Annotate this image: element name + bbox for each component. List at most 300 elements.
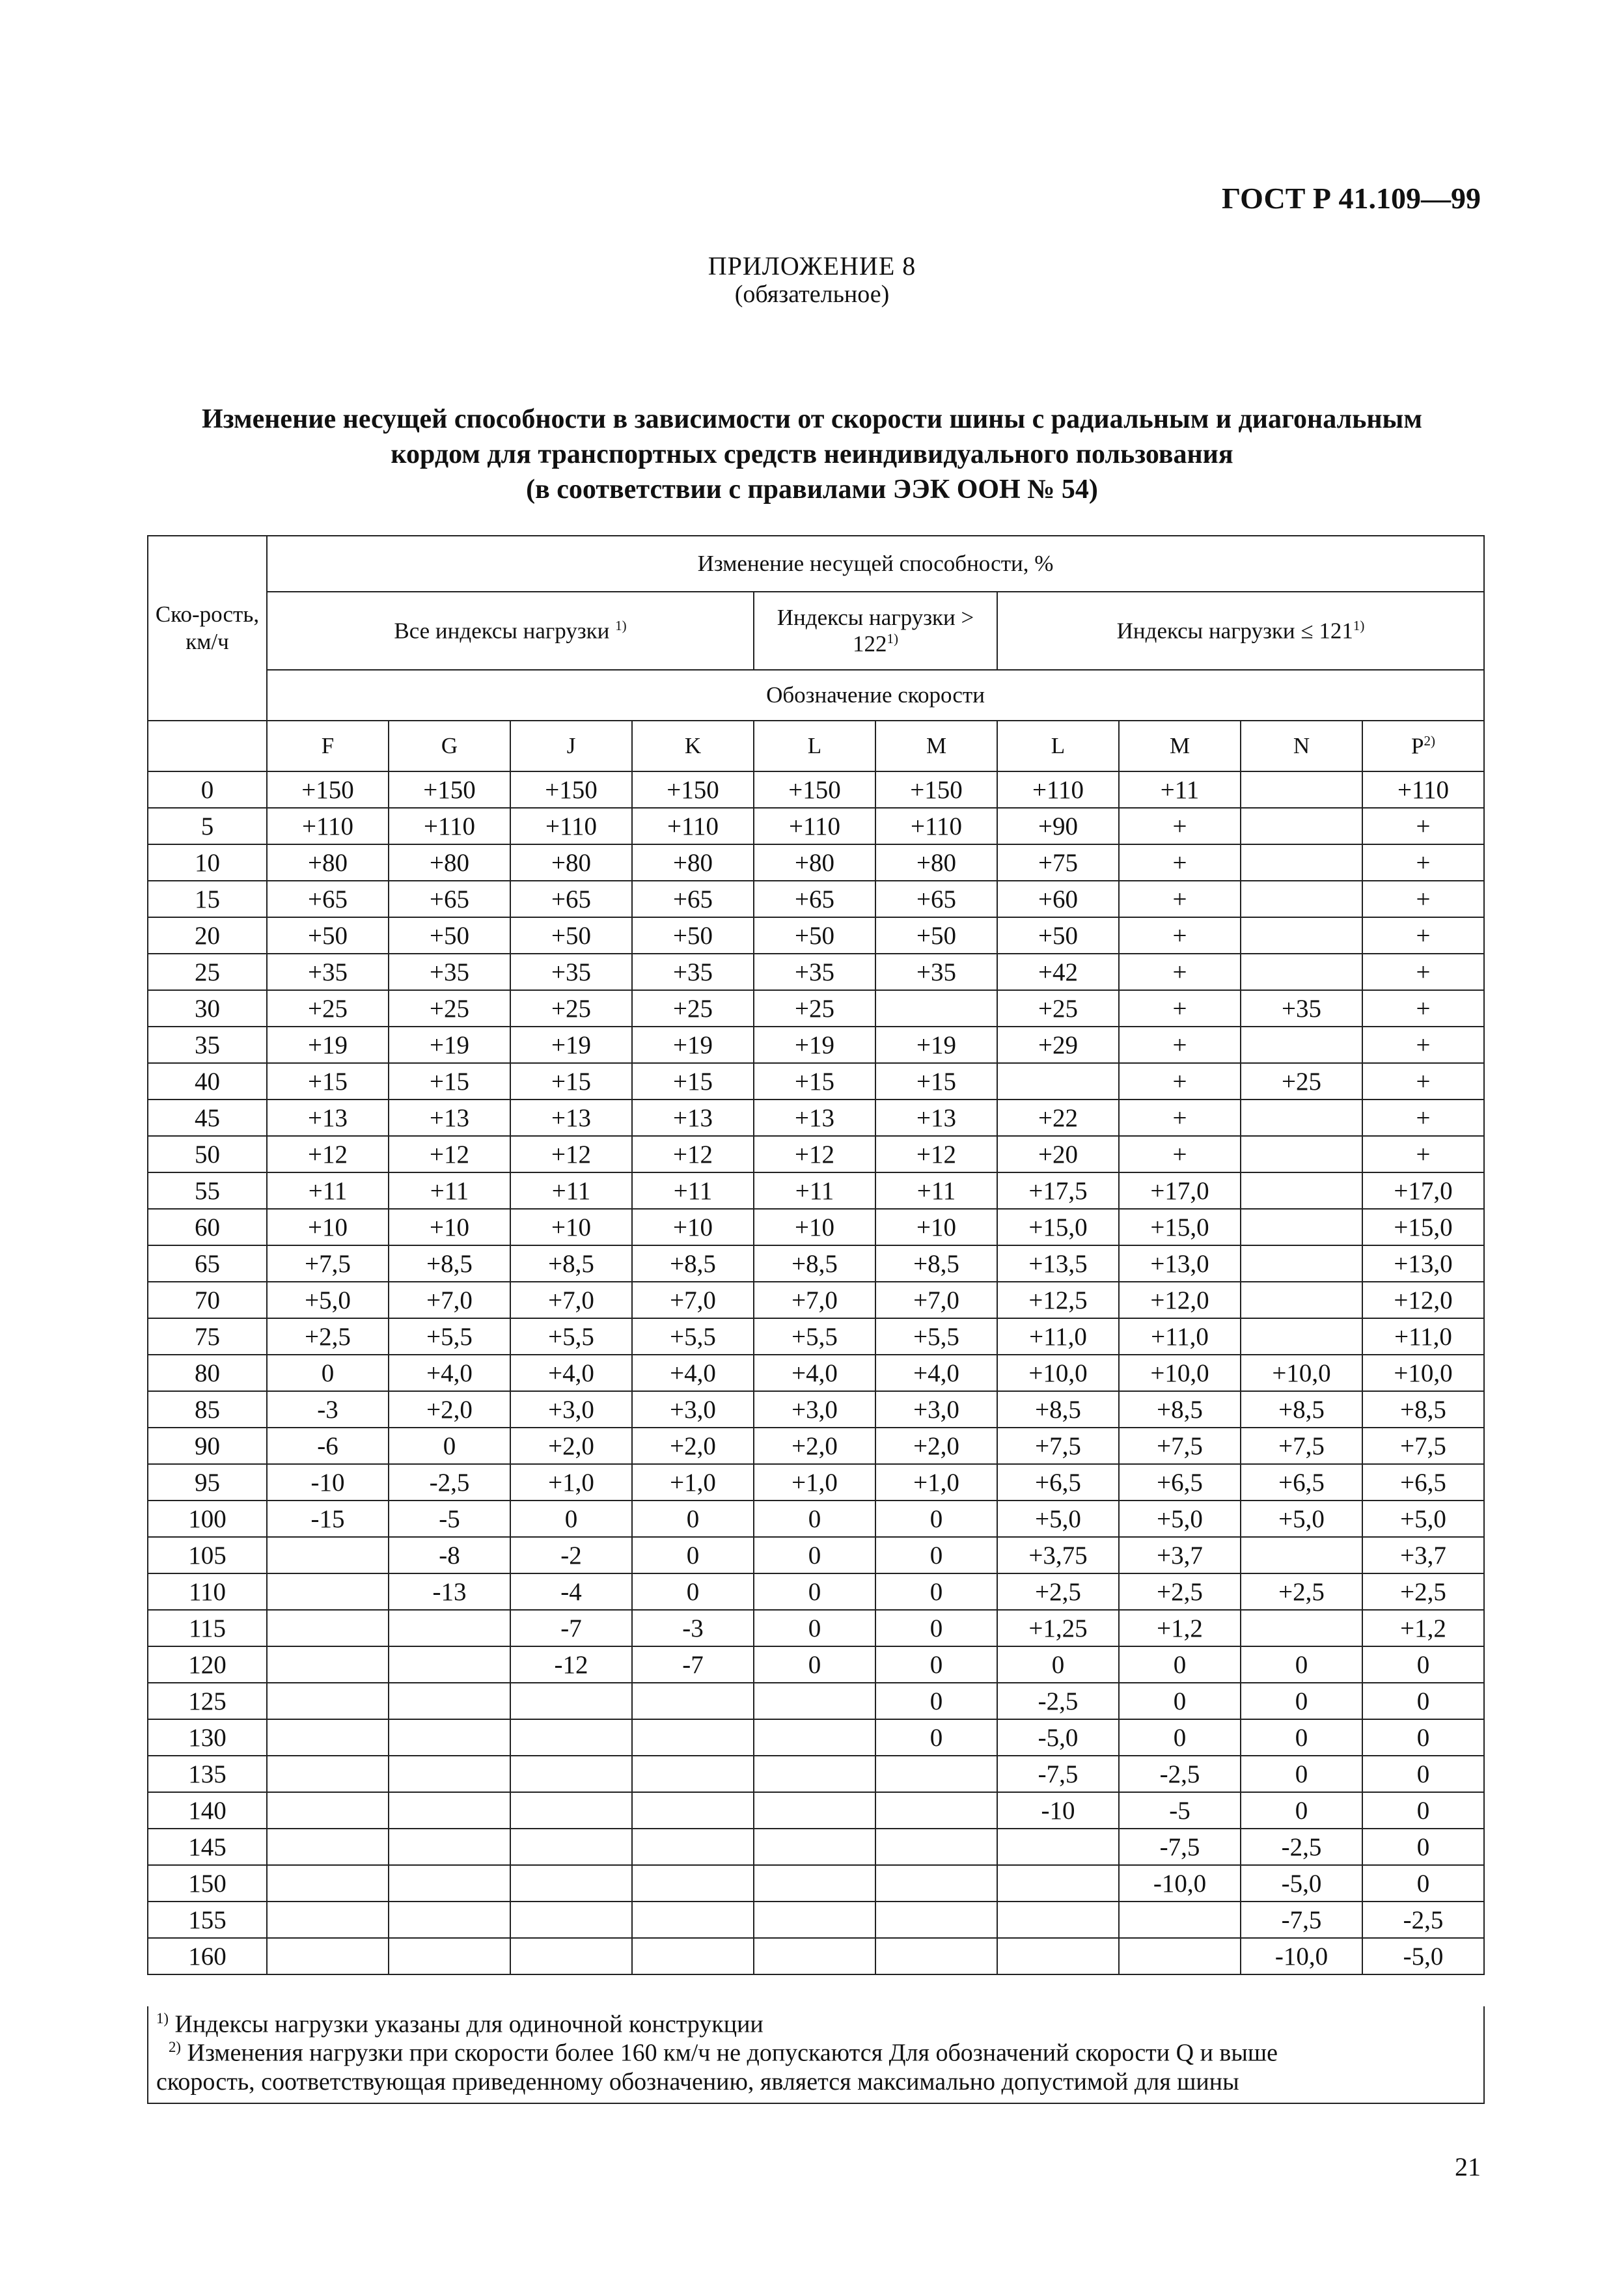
value-cell: +5,5	[389, 1318, 510, 1355]
value-cell: +13	[510, 1100, 632, 1136]
value-cell: +12,0	[1362, 1282, 1484, 1318]
page-number: 21	[1455, 2152, 1481, 2181]
value-cell: +80	[389, 844, 510, 881]
value-cell	[875, 1865, 997, 1902]
value-cell: +1,0	[510, 1464, 632, 1501]
value-cell	[875, 990, 997, 1027]
value-cell	[632, 1902, 754, 1938]
value-cell	[997, 1938, 1119, 1974]
table-row	[148, 1902, 1484, 1938]
column-header-0: F	[267, 721, 389, 771]
value-cell: +	[1362, 917, 1484, 954]
all-indices-header: Все индексы нагрузки $^{1)}$	[267, 592, 754, 670]
value-cell: +	[1119, 1100, 1241, 1136]
value-cell: +8,5	[875, 1245, 997, 1282]
value-cell: 0	[875, 1573, 997, 1610]
value-cell: +2,5	[1241, 1573, 1362, 1610]
value-cell: +10,0	[1362, 1355, 1484, 1391]
value-cell: +	[1119, 990, 1241, 1027]
value-cell	[1241, 1245, 1362, 1282]
value-cell: +12	[267, 1136, 389, 1172]
speed-cell: 145	[148, 1829, 267, 1865]
value-cell: +20	[997, 1136, 1119, 1172]
value-cell: +10,0	[1241, 1355, 1362, 1391]
table-row	[148, 1501, 1484, 1537]
value-cell: +15	[754, 1063, 875, 1100]
value-cell	[1241, 844, 1362, 881]
value-cell	[510, 1938, 632, 1974]
value-cell	[1241, 1100, 1362, 1136]
value-cell: 0	[1362, 1683, 1484, 1719]
value-cell: 0	[389, 1428, 510, 1464]
value-cell: +	[1362, 990, 1484, 1027]
value-cell: +17,0	[1119, 1172, 1241, 1209]
value-cell	[1241, 1027, 1362, 1063]
value-cell: +2,0	[510, 1428, 632, 1464]
value-cell	[510, 1829, 632, 1865]
speed-cell: 135	[148, 1756, 267, 1792]
value-cell: 0	[875, 1610, 997, 1646]
column-header-9: $P^{2)}$	[1362, 721, 1484, 771]
table-row	[148, 1646, 1484, 1683]
value-cell: 0	[510, 1501, 632, 1537]
table-row	[148, 1063, 1484, 1100]
value-cell: -13	[389, 1573, 510, 1610]
value-cell: +8,5	[510, 1245, 632, 1282]
value-cell: -5	[389, 1501, 510, 1537]
value-cell: +35	[632, 954, 754, 990]
value-cell: +8,5	[754, 1245, 875, 1282]
value-cell: +5,0	[1119, 1501, 1241, 1537]
value-cell: +7,0	[632, 1282, 754, 1318]
table-row	[148, 1756, 1484, 1792]
value-cell: +8,5	[997, 1391, 1119, 1428]
value-cell	[267, 1756, 389, 1792]
speed-cell: 155	[148, 1902, 267, 1938]
speed-cell: 110	[148, 1573, 267, 1610]
value-cell	[510, 1756, 632, 1792]
value-cell: +1,0	[754, 1464, 875, 1501]
appendix-note: (обязательное)	[734, 281, 890, 308]
value-cell: -7	[510, 1610, 632, 1646]
value-cell: +3,0	[632, 1391, 754, 1428]
value-cell: +25	[754, 990, 875, 1027]
value-cell: +80	[875, 844, 997, 881]
value-cell: +6,5	[997, 1464, 1119, 1501]
value-cell: -2,5	[1119, 1756, 1241, 1792]
value-cell: +	[1119, 1063, 1241, 1100]
value-cell: +15	[510, 1063, 632, 1100]
value-cell: +17,0	[1362, 1172, 1484, 1209]
value-cell: +13	[389, 1100, 510, 1136]
value-cell: 0	[1362, 1865, 1484, 1902]
value-cell	[1241, 1172, 1362, 1209]
value-cell: +50	[875, 917, 997, 954]
speed-cell: 30	[148, 990, 267, 1027]
speed-cell: 15	[148, 881, 267, 917]
value-cell: 0	[1241, 1646, 1362, 1683]
value-cell	[1241, 954, 1362, 990]
value-cell: +11	[510, 1172, 632, 1209]
speed-cell: 115	[148, 1610, 267, 1646]
value-cell: +2,0	[632, 1428, 754, 1464]
value-cell: +5,5	[754, 1318, 875, 1355]
value-cell: 0	[1241, 1756, 1362, 1792]
value-cell: +4,0	[875, 1355, 997, 1391]
value-cell: +11	[1119, 771, 1241, 808]
value-cell: +65	[875, 881, 997, 917]
value-cell	[754, 1756, 875, 1792]
value-cell: +19	[875, 1027, 997, 1063]
value-cell: +35	[754, 954, 875, 990]
value-cell: +15,0	[1119, 1209, 1241, 1245]
value-cell	[510, 1902, 632, 1938]
value-cell: +11	[389, 1172, 510, 1209]
speed-cell: 95	[148, 1464, 267, 1501]
value-cell: -2	[510, 1537, 632, 1573]
column-header-4: L	[754, 721, 875, 771]
value-cell: -10	[997, 1792, 1119, 1829]
value-cell: +7,5	[1241, 1428, 1362, 1464]
value-cell: +6,5	[1362, 1464, 1484, 1501]
table-row	[148, 1355, 1484, 1391]
speed-cell: 40	[148, 1063, 267, 1100]
value-cell: +3,7	[1119, 1537, 1241, 1573]
value-cell: -2,5	[1241, 1829, 1362, 1865]
value-cell: +11	[267, 1172, 389, 1209]
footnotes	[147, 2006, 1485, 2104]
table-row	[148, 1829, 1484, 1865]
value-cell: +5,5	[510, 1318, 632, 1355]
value-cell	[267, 1573, 389, 1610]
value-cell: +5,0	[997, 1501, 1119, 1537]
value-cell: +3,75	[997, 1537, 1119, 1573]
value-cell: +	[1362, 954, 1484, 990]
value-cell	[267, 1646, 389, 1683]
speed-cell: 120	[148, 1646, 267, 1683]
value-cell: +1,2	[1362, 1610, 1484, 1646]
value-cell: +35	[267, 954, 389, 990]
value-cell	[267, 1829, 389, 1865]
table-row	[148, 1537, 1484, 1573]
value-cell: +12,5	[997, 1282, 1119, 1318]
value-cell	[1241, 1136, 1362, 1172]
speed-cell: 25	[148, 954, 267, 990]
value-cell: +80	[632, 844, 754, 881]
value-cell: +19	[510, 1027, 632, 1063]
value-cell: +80	[510, 844, 632, 881]
value-cell	[267, 1537, 389, 1573]
value-cell	[267, 1610, 389, 1646]
value-cell: +5,5	[875, 1318, 997, 1355]
value-cell: +5,5	[632, 1318, 754, 1355]
value-cell: +17,5	[997, 1172, 1119, 1209]
value-cell: +25	[510, 990, 632, 1027]
speed-cell: 70	[148, 1282, 267, 1318]
value-cell: +3,0	[754, 1391, 875, 1428]
value-cell: +4,0	[754, 1355, 875, 1391]
value-cell: +4,0	[632, 1355, 754, 1391]
value-cell: 0	[875, 1683, 997, 1719]
value-cell: +	[1119, 808, 1241, 844]
value-cell: +11	[875, 1172, 997, 1209]
value-cell: +10,0	[1119, 1355, 1241, 1391]
value-cell: -6	[267, 1428, 389, 1464]
value-cell	[875, 1829, 997, 1865]
value-cell: +2,5	[267, 1318, 389, 1355]
value-cell: +50	[997, 917, 1119, 954]
value-cell: +19	[754, 1027, 875, 1063]
value-cell: +110	[997, 771, 1119, 808]
value-cell: +110	[1362, 771, 1484, 808]
speed-cell: 85	[148, 1391, 267, 1428]
value-cell: -3	[632, 1610, 754, 1646]
value-cell: +5,0	[1362, 1501, 1484, 1537]
value-cell: +80	[267, 844, 389, 881]
value-cell: -5,0	[1362, 1938, 1484, 1974]
value-cell: +110	[510, 808, 632, 844]
value-cell: +	[1362, 881, 1484, 917]
value-cell: +42	[997, 954, 1119, 990]
value-cell: +10	[754, 1209, 875, 1245]
value-cell	[1241, 881, 1362, 917]
value-cell: +12	[389, 1136, 510, 1172]
value-cell: +7,0	[510, 1282, 632, 1318]
value-cell: -10	[267, 1464, 389, 1501]
value-cell	[754, 1683, 875, 1719]
value-cell: +1,0	[875, 1464, 997, 1501]
value-cell: -5,0	[1241, 1865, 1362, 1902]
value-cell: +150	[389, 771, 510, 808]
value-cell	[389, 1756, 510, 1792]
value-cell: +10	[389, 1209, 510, 1245]
value-cell: 0	[754, 1537, 875, 1573]
value-cell	[632, 1756, 754, 1792]
value-cell	[510, 1792, 632, 1829]
value-cell: +	[1119, 844, 1241, 881]
value-cell: 0	[1241, 1792, 1362, 1829]
value-cell: +110	[632, 808, 754, 844]
footnote-2-cont: скорость, соответствующая приведенному обозначению, является максимально допустимой для шины	[156, 2068, 1239, 2096]
value-cell: -5,0	[997, 1719, 1119, 1756]
value-cell: +11	[632, 1172, 754, 1209]
value-cell: +65	[267, 881, 389, 917]
value-cell	[389, 1902, 510, 1938]
group-header: Изменение несущей способности, %	[267, 536, 1484, 592]
speed-column-header: Ско-рость, км/ч	[148, 536, 267, 721]
indices-gt-header: Индексы нагрузки > $122^{1)}$	[754, 592, 997, 670]
value-cell: +13,0	[1119, 1245, 1241, 1282]
value-cell: +13	[267, 1100, 389, 1136]
table-row	[148, 1683, 1484, 1719]
value-cell: +50	[510, 917, 632, 954]
value-cell: +7,5	[1362, 1428, 1484, 1464]
value-cell	[997, 1829, 1119, 1865]
table-row	[148, 1391, 1484, 1428]
table-row	[148, 1938, 1484, 1974]
value-cell: +11,0	[1119, 1318, 1241, 1355]
value-cell	[632, 1719, 754, 1756]
value-cell: -10,0	[1119, 1865, 1241, 1902]
value-cell: 0	[1241, 1719, 1362, 1756]
table-row	[148, 1136, 1484, 1172]
value-cell	[1241, 917, 1362, 954]
value-cell	[389, 1829, 510, 1865]
value-cell	[754, 1938, 875, 1974]
value-cell: +4,0	[389, 1355, 510, 1391]
value-cell: +60	[997, 881, 1119, 917]
column-header-7: M	[1119, 721, 1241, 771]
value-cell: -5	[1119, 1792, 1241, 1829]
appendix-label: ПРИЛОЖЕНИЕ 8	[708, 251, 916, 281]
value-cell	[754, 1865, 875, 1902]
value-cell: +150	[267, 771, 389, 808]
value-cell: +150	[875, 771, 997, 808]
value-cell: +150	[510, 771, 632, 808]
value-cell: +10	[510, 1209, 632, 1245]
value-cell	[875, 1756, 997, 1792]
value-cell: +3,7	[1362, 1537, 1484, 1573]
value-cell: +10	[267, 1209, 389, 1245]
value-cell: +7,5	[997, 1428, 1119, 1464]
value-cell: 0	[1362, 1829, 1484, 1865]
column-header-5: M	[875, 721, 997, 771]
value-cell	[510, 1683, 632, 1719]
value-cell: +12	[632, 1136, 754, 1172]
value-cell	[754, 1902, 875, 1938]
value-cell: +150	[754, 771, 875, 808]
value-cell: +65	[510, 881, 632, 917]
value-cell: +110	[875, 808, 997, 844]
value-cell: +10,0	[997, 1355, 1119, 1391]
value-cell	[1241, 1282, 1362, 1318]
speed-cell: 10	[148, 844, 267, 881]
value-cell: +19	[267, 1027, 389, 1063]
value-cell	[632, 1865, 754, 1902]
table-row	[148, 771, 1484, 808]
value-cell: +10	[875, 1209, 997, 1245]
value-cell: +7,0	[875, 1282, 997, 1318]
speed-cell: 45	[148, 1100, 267, 1136]
table-row	[148, 1100, 1484, 1136]
footnote-2: $^{2)}$ Изменения нагрузки при скорости более 160 км/ч не допускаются Для обозначений скорости Q и выше	[169, 2039, 1278, 2067]
value-cell: +35	[389, 954, 510, 990]
value-cell	[1119, 1902, 1241, 1938]
value-cell: +19	[389, 1027, 510, 1063]
table-row	[148, 1792, 1484, 1829]
speed-header-blank	[148, 721, 267, 771]
speed-cell: 65	[148, 1245, 267, 1282]
value-cell: +8,5	[389, 1245, 510, 1282]
value-cell: +8,5	[632, 1245, 754, 1282]
value-cell	[997, 1902, 1119, 1938]
value-cell: 0	[1362, 1792, 1484, 1829]
value-cell: 0	[997, 1646, 1119, 1683]
table-row	[148, 1428, 1484, 1464]
value-cell: +25	[389, 990, 510, 1027]
title-line-2: кордом для транспортных средств неиндивидуального пользования	[391, 439, 1233, 469]
value-cell: +75	[997, 844, 1119, 881]
value-cell	[267, 1902, 389, 1938]
value-cell: +50	[389, 917, 510, 954]
value-cell: -10,0	[1241, 1938, 1362, 1974]
value-cell	[389, 1719, 510, 1756]
table-row	[148, 844, 1484, 881]
value-cell: +80	[754, 844, 875, 881]
value-cell: +15,0	[1362, 1209, 1484, 1245]
value-cell: +13	[632, 1100, 754, 1136]
value-cell: 0	[875, 1719, 997, 1756]
value-cell: +	[1119, 954, 1241, 990]
value-cell	[389, 1683, 510, 1719]
table-row	[148, 954, 1484, 990]
value-cell: +13	[754, 1100, 875, 1136]
value-cell	[1241, 808, 1362, 844]
value-cell: +2,0	[875, 1428, 997, 1464]
speed-cell: 100	[148, 1501, 267, 1537]
table-row	[148, 1245, 1484, 1282]
value-cell	[267, 1792, 389, 1829]
speed-cell: 140	[148, 1792, 267, 1829]
value-cell	[510, 1719, 632, 1756]
value-cell: +7,5	[1119, 1428, 1241, 1464]
value-cell: 0	[267, 1355, 389, 1391]
table-row	[148, 1719, 1484, 1756]
value-cell: +65	[389, 881, 510, 917]
value-cell: 0	[754, 1646, 875, 1683]
value-cell: 0	[1119, 1719, 1241, 1756]
speed-cell: 80	[148, 1355, 267, 1391]
value-cell: -15	[267, 1501, 389, 1537]
value-cell: 0	[875, 1646, 997, 1683]
value-cell	[267, 1865, 389, 1902]
value-cell: +50	[632, 917, 754, 954]
value-cell: +10	[632, 1209, 754, 1245]
speed-cell: 125	[148, 1683, 267, 1719]
value-cell	[875, 1938, 997, 1974]
value-cell: +35	[1241, 990, 1362, 1027]
value-cell: +2,0	[754, 1428, 875, 1464]
speed-cell: 160	[148, 1938, 267, 1974]
value-cell: +7,0	[754, 1282, 875, 1318]
value-cell	[389, 1610, 510, 1646]
value-cell: 0	[632, 1537, 754, 1573]
value-cell: +65	[754, 881, 875, 917]
value-cell: +25	[267, 990, 389, 1027]
value-cell: +13,5	[997, 1245, 1119, 1282]
value-cell: 0	[632, 1573, 754, 1610]
value-cell: +12,0	[1119, 1282, 1241, 1318]
value-cell: +11,0	[1362, 1318, 1484, 1355]
column-header-1: G	[389, 721, 510, 771]
value-cell: +2,5	[1362, 1573, 1484, 1610]
speed-cell: 105	[148, 1537, 267, 1573]
footnote-1: $^{1)}$ Индексы нагрузки указаны для одиночной конструкции	[156, 2010, 764, 2038]
value-cell: 0	[1362, 1756, 1484, 1792]
value-cell: +110	[754, 808, 875, 844]
value-cell: +5,0	[1241, 1501, 1362, 1537]
indices-le-header: Индексы нагрузки ≤ $121^{1)}$	[997, 592, 1484, 670]
speed-cell: 55	[148, 1172, 267, 1209]
value-cell: +15	[875, 1063, 997, 1100]
value-cell: +6,5	[1241, 1464, 1362, 1501]
value-cell: +25	[1241, 1063, 1362, 1100]
value-cell: 0	[875, 1501, 997, 1537]
value-cell: +2,5	[997, 1573, 1119, 1610]
table-row	[148, 1865, 1484, 1902]
value-cell: +	[1119, 881, 1241, 917]
value-cell: +11,0	[997, 1318, 1119, 1355]
